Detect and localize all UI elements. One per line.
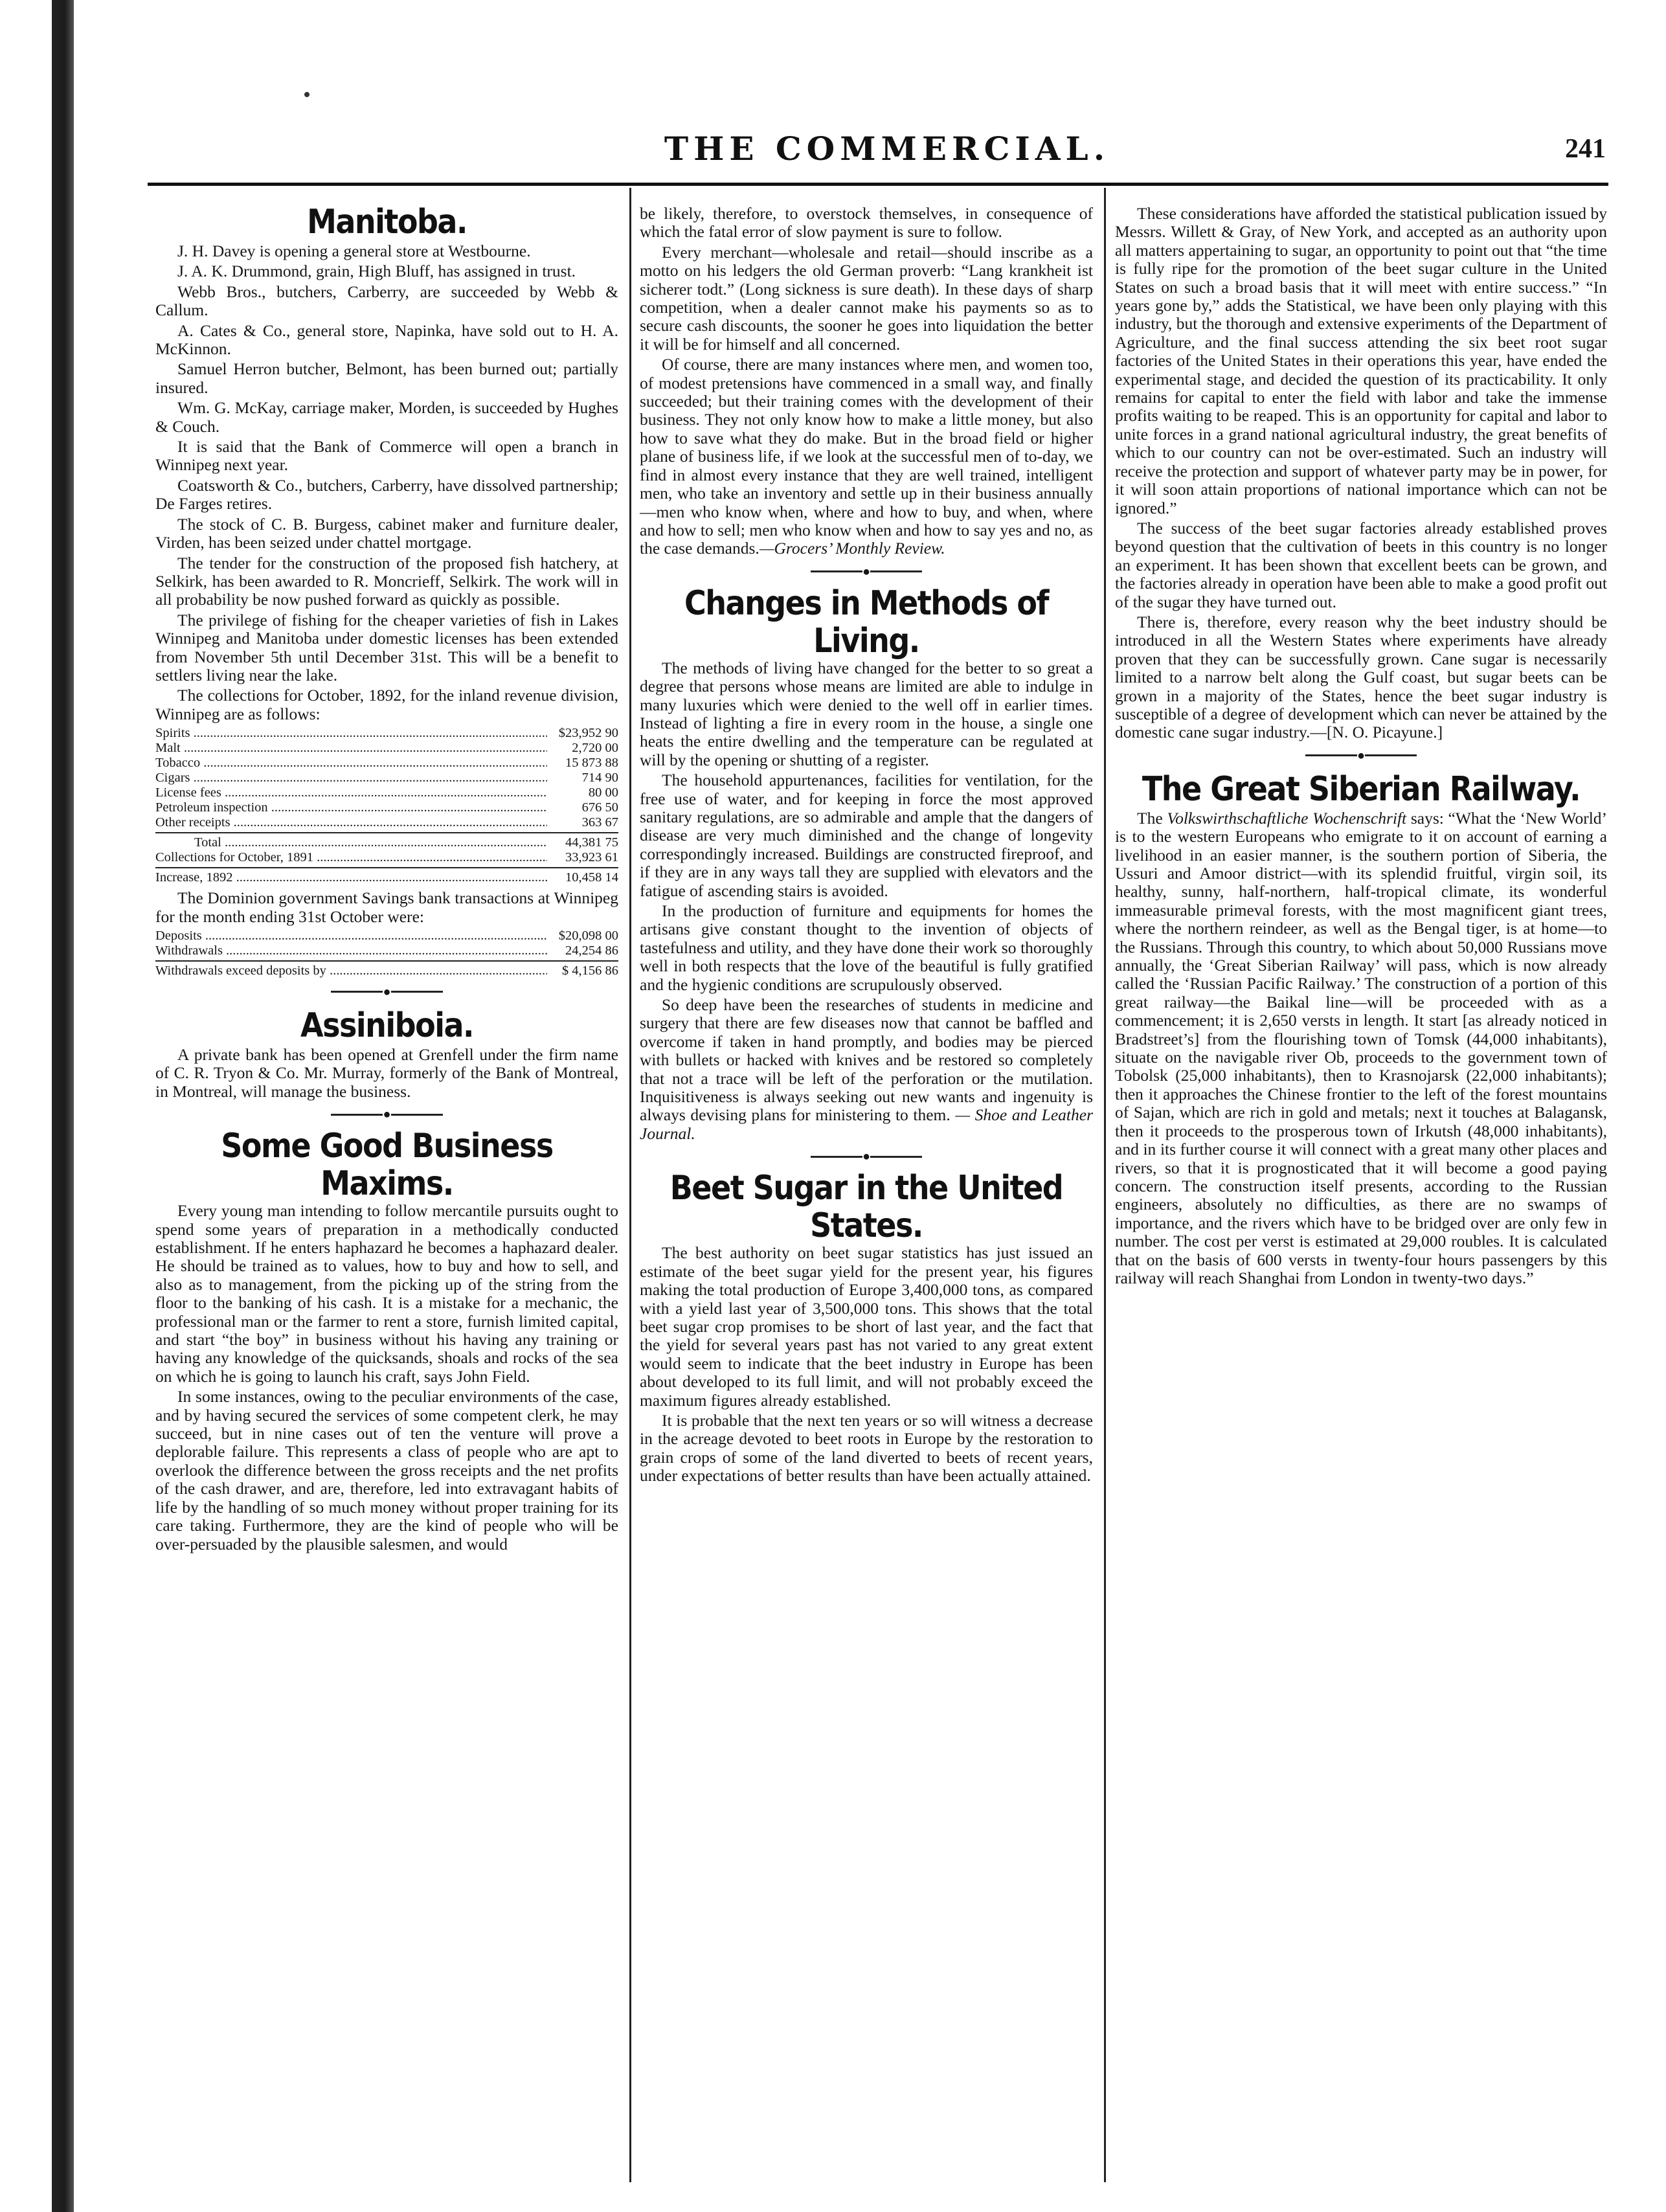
news-item: A private bank has been opened at Grenfell under the firm name of C. R. Tryon & Co. Mr. Murray, formerly of the Bank of Montreal, in Montreal, will manage the business. bbox=[155, 1044, 618, 1101]
table-rule bbox=[155, 867, 618, 868]
page-binding-edge bbox=[52, 0, 74, 2212]
section-heading-manitoba: Manitoba. bbox=[307, 205, 467, 242]
masthead: THE COMMERCIAL. bbox=[664, 130, 1110, 168]
news-item: It is said that the Bank of Commerce will open a branch in Winnipeg next year. bbox=[155, 437, 618, 475]
table-row: Malt ..... 2,720 00 bbox=[155, 741, 618, 756]
article-paragraph: Of course, there are many instances where men, and women too, of modest pretensions have commenced in a small way, and finally succeeded; but their training comes with the development of their business. They not only know how to make a little money, but also how to save what they do make. But in the broad field or higher plane of business life, if we look at the successful men of to-day, we find in almost every instance that they are well trained, intelligent men, who take an inventory and settle up in their business annually—men who know when, where and how to buy, and when, where and how to sell; men who know when and how to say yes and no, as the case demands.—Grocers’ Monthly Review. bbox=[640, 355, 1093, 558]
column-rule-1 bbox=[629, 188, 631, 2182]
article-paragraph: It is probable that the next ten years or so will witness a decrease in the acreage devoted to beet roots in Europe by the restoration to grain crops of some of the land diverted to beets of recent years, under expectations of better results than have been actually attained. bbox=[640, 1410, 1093, 1485]
news-item: The privilege of fishing for the cheaper varieties of fish in Lakes Winnipeg and Manitoba under domestic licenses has been extended from November 5th until December 31st. This will be a benefit to settlers living near the lake. bbox=[155, 610, 618, 684]
news-item: J. A. K. Drummond, grain, High Bluff, has assigned in trust. bbox=[177, 262, 576, 281]
article-source: — Shoe and Leather Journal. bbox=[640, 1105, 1093, 1143]
news-item: Samuel Herron butcher, Belmont, has been burned out; partially insured. bbox=[155, 359, 618, 397]
news-item: Wm. G. McKay, carriage maker, Morden, is succeeded by Hughes & Couch. bbox=[155, 398, 618, 436]
page-header bbox=[583, 130, 1606, 168]
column-3 bbox=[1115, 205, 1607, 2186]
article-heading-methods-of-living: Changes in Methods of Living. bbox=[684, 583, 1049, 660]
article-paragraph: There is, therefore, every reason why the beet industry should be introduced in all the Western States where experiments have already proven that they can be successfully grown. Cane sugar is necessarily limited to a narrow belt along the Gulf coast, but sugar beets can be grown in a majority of the States, hence the beet sugar industry is susceptible of a degree of development which can never be attained by the domestic cane sugar industry.—[N. O. Picayune.] bbox=[1115, 612, 1607, 742]
column-2 bbox=[640, 205, 1093, 2186]
news-item: Coatsworth & Co., butchers, Carberry, have dissolved partnership; De Farges retires. bbox=[155, 475, 618, 514]
article-paragraph: The household appurtenances, facilities for ventilation, for the free use of water, and for keeping in force the most approved sanitary regulations, are so admirable and ample that the dangers of disease are very much diminished and the change of longevity correspondingly increased. Buildings are constructed fireproof, and if they are in any ways tall they are supplied with elevators and the fatigue of ascending stairs is avoided. bbox=[640, 771, 1093, 900]
article-paragraph: These considerations have afforded the statistical publication issued by Messrs. Willett & Gray, of New York, and accepted as an authority upon all matters appertaining to sugar, an opportunity to point out that “the time is fully ripe for the promotion of the beet sugar culture in the United States on such a broad basis that it will meet with entire success.” “In years gone by,” adds the Statistical, we have been only playing with this industry, but the thorough and extensive experiments of the Department of Agriculture, and the final success attending the six beet root sugar factories of the United States in their operations this year, have ended the experimental stage, and decided the question of its practicability. It only remains for capital to enter the field with labor and take the immense profits waiting to be reaped. This is an opportunity for capital and labor to unite forces in a grand national agricultural industry, the great benefits of which to our country can not be over-estimated. Such an industry will receive the protection and support of whatever party may be in power, for it will soon attain proportions of national importance which can not be ignored.” bbox=[1115, 205, 1607, 517]
article-paragraph: Every young man intending to follow mercantile pursuits ought to spend some years of preparation in a methodically conducted establishment. If he enters haphazard he becomes a haphazard dealer. He should be trained as to values, how to buy and how to sell, and also as to management, from the picking up of the string from the floor to the banking of his cash. It is a mistake for a mechanic, the professional man or the farmer to rent a store, furnish limited capital, and start “the boy” in business without his having any training or having any knowledge of the quicksands, shoals and rocks of the sea on which he is going to launch his craft, says John Field. bbox=[155, 1201, 618, 1386]
ink-speck bbox=[304, 92, 310, 97]
section-divider: ● bbox=[1115, 747, 1607, 764]
table-increase-row: Increase, 1892 ..... 10,458 14 bbox=[155, 870, 618, 885]
article-heading-siberian-railway: The Great Siberian Railway. bbox=[1142, 769, 1581, 809]
section-divider: ● bbox=[640, 563, 1093, 580]
news-item: The tender for the construction of the proposed fish hatchery, at Selkirk, has been awarded to R. Moncrieff, Selkirk. The work will in all probability be now pushed forward as quickly as possible. bbox=[155, 553, 618, 609]
article-paragraph: The success of the beet sugar factories already established proves beyond question that the cultivation of beets in this country is no longer an experiment. It has been shown that excellent beets can be grown, and the factories already in operation have been able to make a good profit out of the sugar they have turned out. bbox=[1115, 518, 1607, 611]
column-1 bbox=[155, 205, 618, 2186]
table-row: Withdrawals ..... 24,254 86 bbox=[155, 943, 618, 958]
table-row: Collections for October, 1891 ..... 33,923 61 bbox=[155, 850, 618, 865]
article-paragraph: The Volkswirthschaftliche Wochenschrift says: “What the ‘New World’ is to the western Europeans who emigrate to it on account of earning a livelihood in an easier manner, is the southern portion of Siberia, the Ussuri and Amoor district—with its splendid fruitful, virgin soil, its healthy, sunny, half-northern, half-tropical climate, its wonderful immeasurable primeval forests, with the most magnificent giant trees, where the northern reindeer, as well as the Bengal tiger, is at home—to the Russians. Through this country, to which about 50,000 Russians move annually, the ‘Great Siberian Railway’ will pass, which is now already called the ‘Russian Pacific Railway.’ The construction of a portion of this great railway—the Baikal line—will be proceeded with as a commencement; it is 2,650 versts in length. It start [as already noticed in Bradstreet’s] from the flourishing town of Tomsk (44,000 inhabitants), situate on the navigable river Ob, proceeds to the government town of Tobolsk (25,000 inhabitants), then to Krasnojarsk (22,000 inhabitants); then it approaches the Chinese frontier to the left of the forest mountains of Sajan, which are rich in gold and metals; next it touches at Balagansk, then it proceeds to the prosperous town of Irkutsh (48,000 inhabitants), and in its further course it will connect with a great many other places and rivers, so that it is prognosticated that it will become a good paying concern. The construction itself presents, according to the Russian engineers, absolutely no difficulties, as there are no swamps of importance, and the rivers which have to be bridged over are only few in number. The cost per verst is estimated at 29,000 roubles. It is calculated that on the basis of 600 versts in twenty-four hours passengers by this railway will reach Shanghai from London in twenty-two days.” bbox=[1115, 808, 1607, 1287]
table-row: Petroleum inspection ..... 676 50 bbox=[155, 800, 618, 815]
news-item: A. Cates & Co., general store, Napinka, have sold out to H. A. McKinnon. bbox=[155, 321, 618, 359]
section-divider: ● bbox=[155, 984, 618, 1000]
news-item: The collections for October, 1892, for the inland revenue division, Winnipeg are as follows: bbox=[155, 686, 618, 723]
table-row: Cigars ..... 714 90 bbox=[155, 771, 618, 785]
section-divider: ● bbox=[155, 1106, 618, 1123]
section-heading-assiniboia: Assiniboia. bbox=[300, 1005, 473, 1045]
article-source: Volkswirthschaftliche Wochenschrift bbox=[1167, 808, 1407, 828]
news-item: The stock of C. B. Burgess, cabinet maker and furniture dealer, Virden, has been seized under chattel mortgage. bbox=[155, 514, 618, 552]
article-paragraph: So deep have been the researches of students in medicine and surgery that there are few diseases now that cannot be baffled and overcome if taken in hand promptly, and bodies may be pierced with bullets or hacked with knives and be restored so completely that not a trace will be left of the perforation or the mutilation. Inquisitiveness is always seeking out new wants and ingenuity is always devising plans for ministering to them. — Shoe and Leather Journal. bbox=[640, 995, 1093, 1143]
article-paragraph: be likely, therefore, to overstock themselves, in consequence of which the fatal error of slow payment is sure to follow. bbox=[640, 205, 1093, 242]
table-total-row: Withdrawals exceed deposits by ..... $ 4,156 86 bbox=[155, 964, 618, 978]
table-row: License fees ..... 80 00 bbox=[155, 785, 618, 800]
section-divider: ● bbox=[640, 1148, 1093, 1165]
article-paragraph: The methods of living have changed for the better to so great a degree that persons whose means are limited are able to indulge in many luxuries which were denied to the well off in earlier times. Instead of lighting a fire in every room in the house, a single one heats the entire dwelling and the temperature can be regulated at will by the opening or shutting of a register. bbox=[640, 658, 1093, 769]
article-paragraph: Every merchant—wholesale and retail—should inscribe as a motto on his ledgers the old German proverb: “Lang krankheit ist sicherer todt.” (Long sickness is sure death). In these days of sharp competition, when a dealer cannot make his payments so as to secure cash discounts, the sooner he goes into liquidation the better it will be for himself and all concerned. bbox=[640, 242, 1093, 354]
article-paragraph: In some instances, owing to the peculiar environments of the case, and by having secured the services of some competent clerk, he may succeed, but in nine cases out of ten the venture will prove a deplorable failure. This represents a class of people who are apt to overlook the difference between the gross receipts and the net profits of the cash drawer, and are, therefore, led into extravagant habits of life by the handling of so much money without proper training for its care taking. Furthermore, they are the kind of people who will be over-persuaded by the plausible salesmen, and would bbox=[155, 1387, 618, 1553]
article-source: —Grocers’ Monthly Review. bbox=[759, 539, 945, 558]
table-total-row: Total ..... 44,381 75 bbox=[155, 835, 618, 850]
revenue-table bbox=[155, 726, 618, 885]
table-rule bbox=[155, 960, 618, 962]
news-item: Webb Bros., butchers, Carberry, are succeeded by Webb & Callum. bbox=[155, 282, 618, 320]
table-row: Other receipts ..... 363 67 bbox=[155, 815, 618, 830]
table-row: Spirits ..... $23,952 90 bbox=[155, 726, 618, 741]
table-row: Tobacco ..... 15 873 88 bbox=[155, 756, 618, 771]
article-paragraph: In the production of furniture and equipments for homes the artisans give constant thought to the invention of objects of tastefulness and utility, and they have done their work so thoroughly well in both respects that the love of the beautiful is fully gratified and the hygienic conditions are scrupulously observed. bbox=[640, 901, 1093, 994]
savings-table bbox=[155, 929, 618, 978]
table-rule bbox=[155, 832, 618, 833]
article-heading-beet-sugar: Beet Sugar in the United States. bbox=[670, 1168, 1063, 1245]
news-item: J. H. Davey is opening a general store at Westbourne. bbox=[177, 242, 531, 260]
page-number: 241 bbox=[1565, 134, 1606, 164]
article-heading-business-maxims: Some Good Business Maxims. bbox=[221, 1125, 553, 1203]
article-paragraph: The best authority on beet sugar statistics has just issued an estimate of the beet sugar yield for the present year, his figures making the total production of Europe 3,400,000 tons, as compared with a yield last year of 3,500,000 tons. This shows that the total beet sugar crop promises to be short of last year, and the fact that the yield for several years past has not varied to any great extent would seem to indicate that the beet industry in Europe has been about developed to its full limit, and will not probably exceed the maximum figures already established. bbox=[640, 1243, 1093, 1410]
column-rule-2 bbox=[1104, 188, 1106, 2182]
header-rule bbox=[148, 183, 1608, 186]
news-item: The Dominion government Savings bank transactions at Winnipeg for the month ending 31st October were: bbox=[155, 888, 618, 926]
table-row: Deposits ..... $20,098 00 bbox=[155, 929, 618, 943]
